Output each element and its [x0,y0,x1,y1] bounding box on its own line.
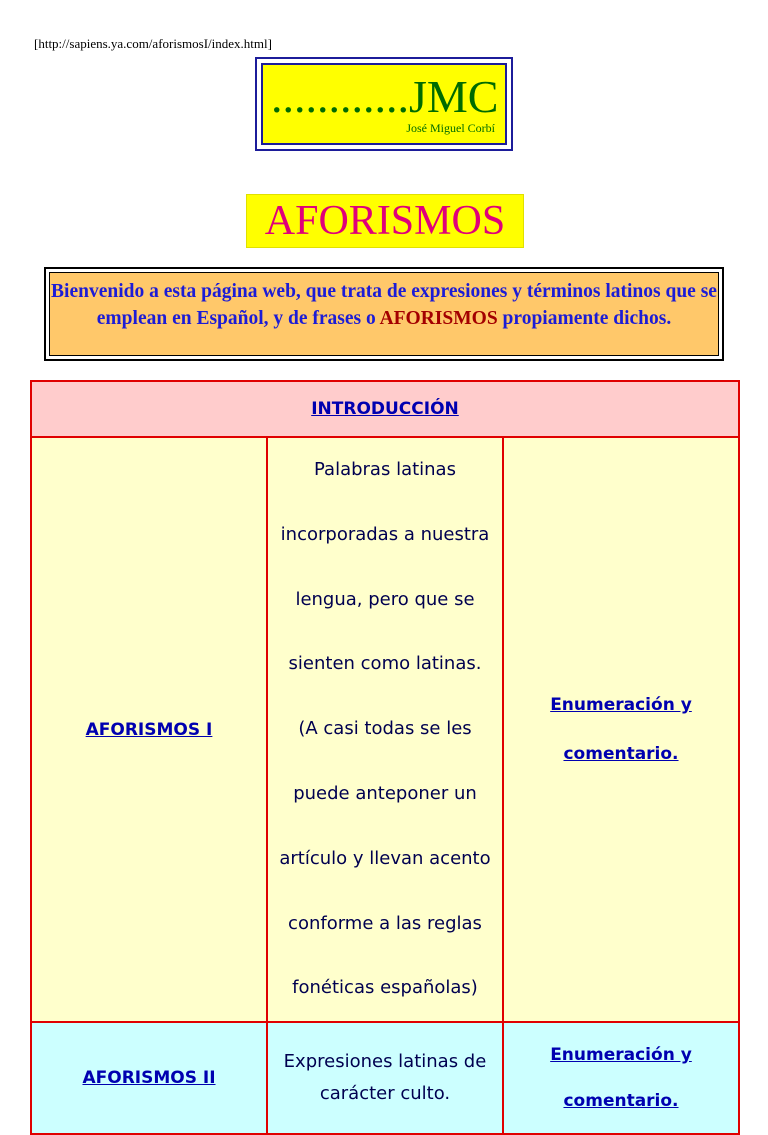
row-link-cell [31,437,267,1022]
logo-panel [261,63,507,145]
row-description: Palabras latinas incorporadas a nuestra lengua, pero que se sienten como latinas. (A casi todas se les puede anteponer un artículo y llevan acento conforme a las reglas fonéticas españolas) [279,459,491,999]
row-action-cell [503,1022,739,1134]
intro-row [31,381,739,437]
row-description: Expresiones latinas de carácter culto. [283,1051,487,1105]
page-title: AFORISMOS [246,194,524,248]
table-row [31,437,739,1022]
introduccion-link[interactable]: INTRODUCCIÓN [311,399,459,419]
aforismos-ii-link[interactable]: AFORISMOS II [82,1068,216,1089]
source-url: [http://sapiens.ya.com/aforismosI/index.html] [34,36,272,51]
logo-text: ............JMC [271,71,499,122]
logo-subtitle: José Miguel Corbí [406,121,495,135]
enumeracion-comentario-i-link[interactable]: Enumeración y comentario. [550,694,692,764]
table-row [31,1022,739,1134]
welcome-box [44,267,724,361]
enumeracion-comentario-ii-link[interactable]: Enumeración y comentario. [550,1045,692,1112]
row-description-cell [267,1022,503,1134]
welcome-text-after: propiamente dichos. [497,308,672,329]
aforismos-i-link[interactable]: AFORISMOS I [85,719,213,740]
jmc-logo [255,57,513,151]
welcome-text [49,272,719,356]
intro-cell [31,381,739,437]
row-description-cell [267,437,503,1022]
welcome-text-before: Bienvenido a esta página web, que trata de expresiones y términos latinos que se emplean en Español, y de frases o [51,281,717,329]
row-action-cell [503,437,739,1022]
welcome-emphasis: AFORISMOS [379,308,498,329]
row-link-cell [31,1022,267,1134]
aforismos-table [30,380,740,1135]
